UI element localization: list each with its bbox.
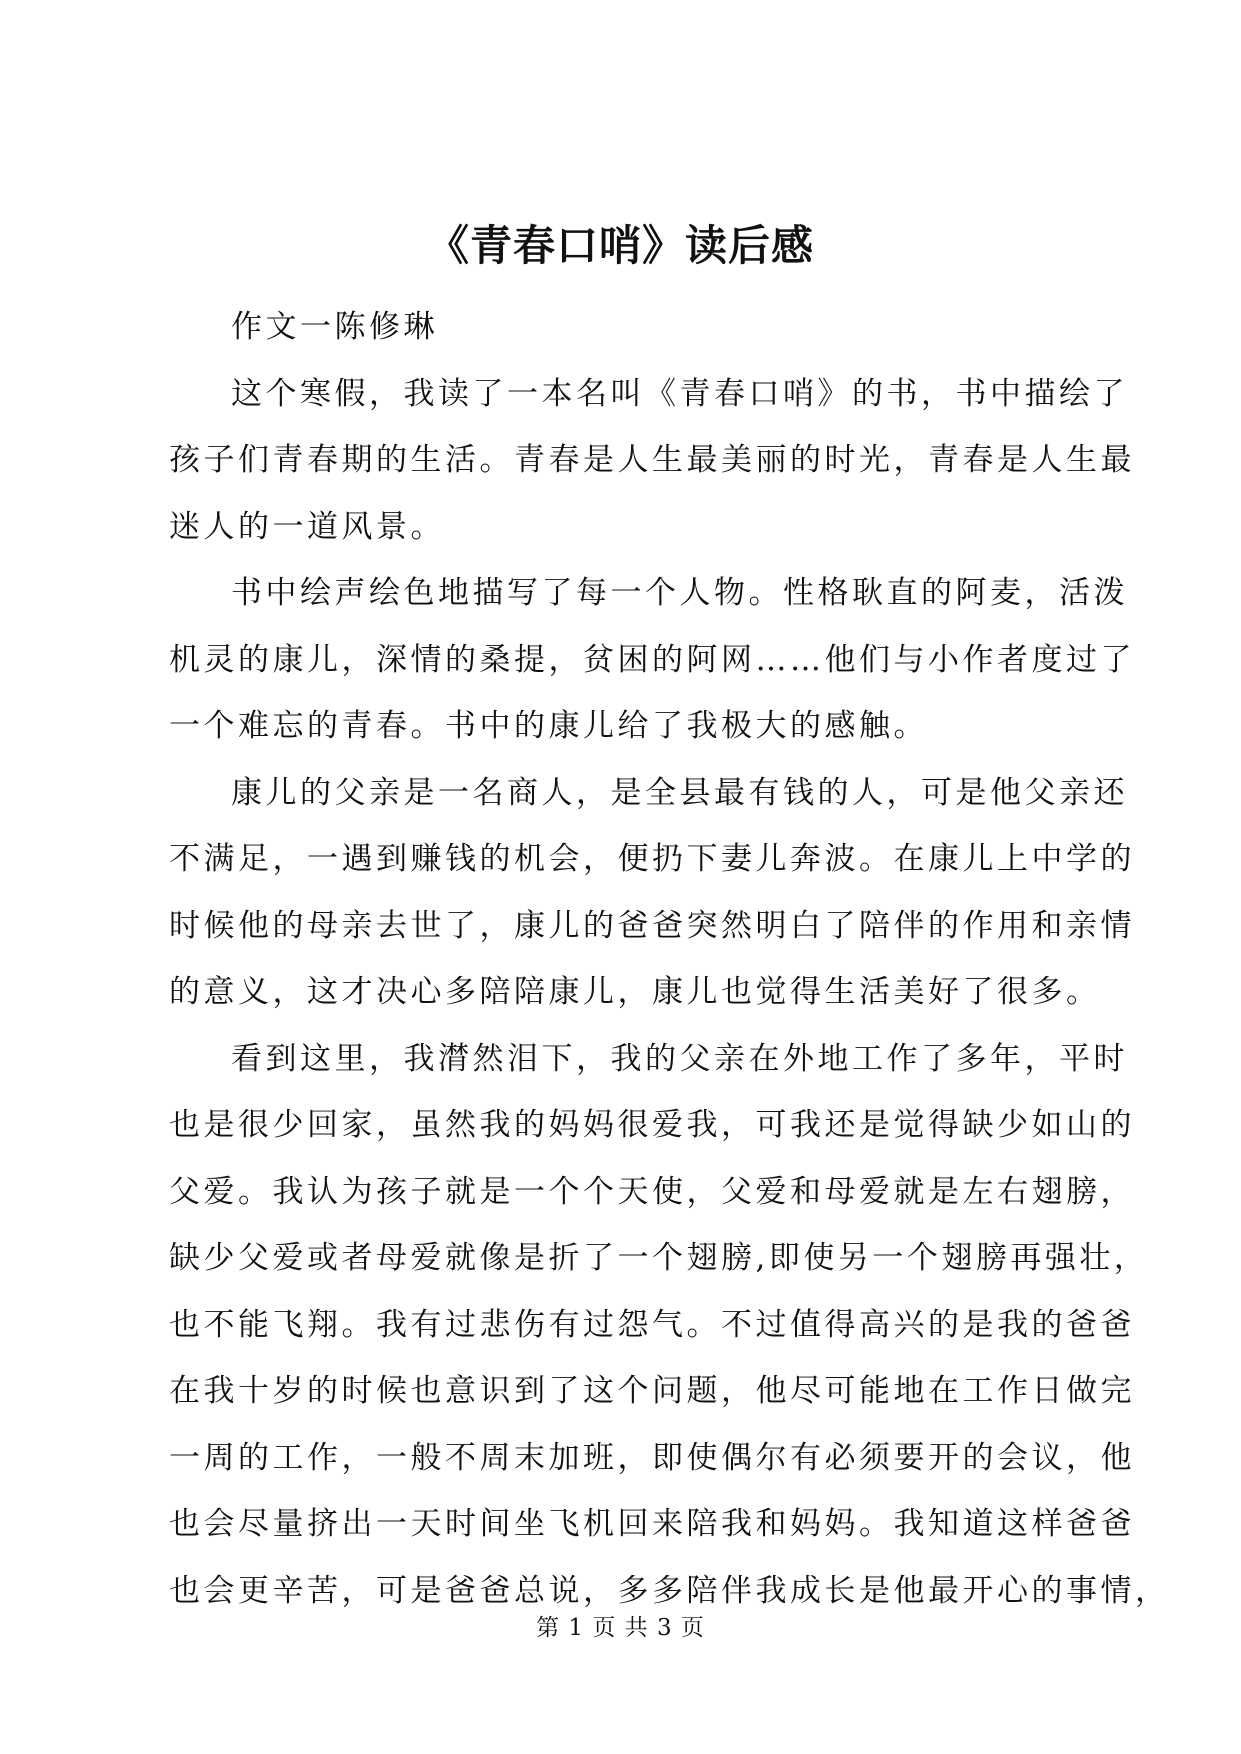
document-body [169,294,1170,1624]
text-line: 的意义，这才决心多陪陪康儿，康儿也觉得生活美好了很多。 [169,974,1101,1010]
text-line: 也不能飞翔。我有过悲伤有过怨气。不过值得高兴的是我的爸爸 [169,1306,1135,1343]
text-line: 也会更辛苦，可是爸爸总说，多多陪伴我成长是他最开心的事情， [169,1572,1170,1609]
text-line: 父爱。我认为孩子就是一个个天使，父爱和母爱就是左右翅膀， [169,1173,1135,1210]
text-line: 也是很少回家，虽然我的妈妈很爱我，可我还是觉得缺少如山的 [169,1107,1135,1143]
text-line: 一个难忘的青春。书中的康儿给了我极大的感触。 [169,708,928,744]
text-line: 孩子们青春期的生活。青春是人生最美丽的时光，青春是人生最 [169,442,1135,478]
text-line: 也会尽量挤出一天时间坐飞机回来陪我和妈妈。我知道这样爸爸 [169,1506,1135,1542]
text-line: 时候他的母亲去世了，康儿的爸爸突然明白了陪伴的作用和亲情 [169,907,1135,944]
text-line: 缺少父爱或者母爱就像是折了一个翅膀,即使另一个翅膀再强壮， [169,1240,1149,1276]
text-line: 不满足，一遇到赚钱的机会，便扔下妻儿奔波。在康儿上中学的 [169,841,1135,877]
text-line: 在我十岁的时候也意识到了这个问题，他尽可能地在工作日做完 [169,1373,1135,1409]
paragraph-lines [169,361,1170,1625]
text-line: 迷人的一道风景。 [169,508,445,545]
text-line: 这个寒假，我读了一本名叫《青春口哨》的书，书中描绘了 [231,375,1128,412]
text-line: 康儿的父亲是一名商人，是全县最有钱的人，可是他父亲还 [231,774,1128,811]
page-footer: 第 1 页 共 3 页 [536,1615,705,1641]
author-line: 作文一陈修琳 [231,309,438,345]
text-line: 书中绘声绘色地描写了每一个人物。性格耿直的阿麦，活泼 [231,575,1128,611]
text-line: 看到这里，我潸然泪下，我的父亲在外地工作了多年，平时 [231,1040,1128,1077]
text-line: 机灵的康儿，深情的桑提，贫困的阿网……他们与小作者度过了 [169,641,1135,678]
document-title: 《青春口哨》读后感 [426,221,814,270]
text-line: 一周的工作，一般不周末加班，即使偶尔有必须要开的会议，他 [169,1439,1135,1476]
